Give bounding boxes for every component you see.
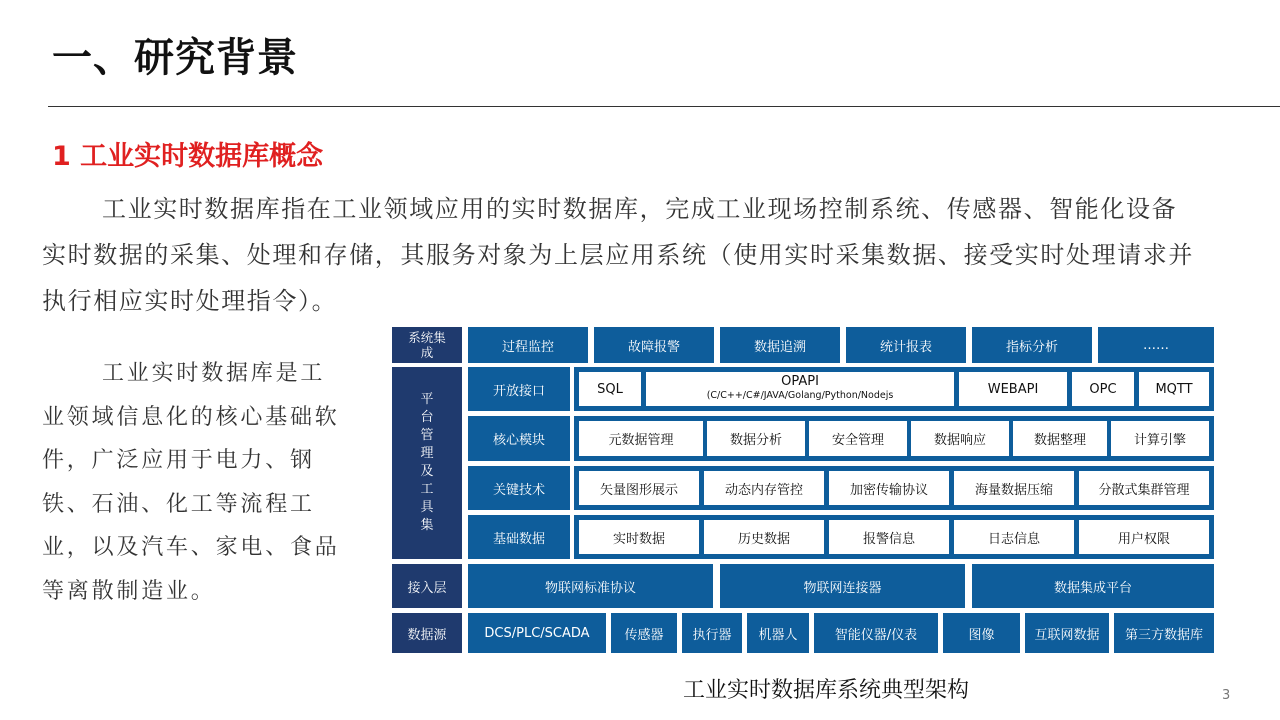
platform-management-label: 平台管理及工具集 — [392, 367, 462, 559]
paragraph-application: 工业实时数据库是工业领域信息化的核心基础软件，广泛应用于电力、钢铁、石油、化工等流程工业，以及汽车、家电、食品等离散制造业。 — [42, 361, 340, 604]
section-subtitle: 1 工业实时数据库概念 — [52, 141, 324, 172]
source-third-party-db: 第三方数据库 — [1114, 613, 1214, 653]
access-iot-connector: 物联网连接器 — [720, 564, 965, 608]
system-integration-label: 系统集成 — [392, 327, 462, 363]
app-statistics-report: 统计报表 — [846, 327, 966, 363]
module-data-analysis: 数据分析 — [707, 421, 805, 456]
opapi-title: OPAPI — [781, 374, 819, 389]
interface-opapi — [646, 372, 954, 406]
interface-mqtt: MQTT — [1139, 372, 1209, 406]
interface-webapi: WEBAPI — [959, 372, 1067, 406]
module-security-management: 安全管理 — [809, 421, 907, 456]
source-dcs-plc-scada: DCS/PLC/SCADA — [468, 613, 606, 653]
core-modules-label: 核心模块 — [468, 416, 570, 461]
tech-vector-graphics: 矢量图形展示 — [579, 471, 699, 505]
app-data-traceability: 数据追溯 — [720, 327, 840, 363]
data-alarm-info: 报警信息 — [829, 520, 949, 554]
app-more: …… — [1098, 327, 1214, 363]
architecture-diagram — [390, 325, 1216, 655]
tech-data-compression: 海量数据压缩 — [954, 471, 1074, 505]
key-technologies-label: 关键技术 — [468, 466, 570, 510]
tech-dynamic-memory: 动态内存管控 — [704, 471, 824, 505]
base-data-label: 基础数据 — [468, 515, 570, 559]
module-compute-engine: 计算引擎 — [1111, 421, 1209, 456]
app-process-monitoring: 过程监控 — [468, 327, 588, 363]
source-actuator: 执行器 — [682, 613, 742, 653]
diagram-caption: 工业实时数据库系统典型架构 — [683, 678, 970, 703]
data-user-permissions: 用户权限 — [1079, 520, 1209, 554]
module-metadata-management: 元数据管理 — [579, 421, 703, 456]
interface-sql: SQL — [579, 372, 641, 406]
tech-encrypted-transmission: 加密传输协议 — [829, 471, 949, 505]
data-realtime: 实时数据 — [579, 520, 699, 554]
module-data-organization: 数据整理 — [1013, 421, 1107, 456]
tech-cluster-management: 分散式集群管理 — [1079, 471, 1209, 505]
access-data-integration: 数据集成平台 — [972, 564, 1214, 608]
page-title: 一、研究背景 — [52, 35, 298, 81]
interface-opc: OPC — [1072, 372, 1134, 406]
page-number: 3 — [1222, 688, 1231, 703]
access-layer-label: 接入层 — [392, 564, 462, 608]
data-source-label: 数据源 — [392, 613, 462, 653]
app-indicator-analysis: 指标分析 — [972, 327, 1092, 363]
opapi-languages: (C/C++/C#/JAVA/Golang/Python/Nodejs — [706, 390, 894, 401]
data-log-info: 日志信息 — [954, 520, 1074, 554]
source-internet-data: 互联网数据 — [1025, 613, 1109, 653]
app-fault-alarm: 故障报警 — [594, 327, 714, 363]
source-smart-instrument: 智能仪器/仪表 — [814, 613, 938, 653]
data-historical: 历史数据 — [704, 520, 824, 554]
source-image: 图像 — [943, 613, 1020, 653]
open-interface-label: 开放接口 — [468, 367, 570, 411]
title-divider — [48, 106, 1280, 107]
access-iot-protocol: 物联网标准协议 — [468, 564, 713, 608]
module-data-response: 数据响应 — [911, 421, 1009, 456]
source-sensor: 传感器 — [611, 613, 677, 653]
paragraph-definition: 工业实时数据库指在工业领域应用的实时数据库，完成工业现场控制系统、传感器、智能化设备实时数据的采集、处理和存储，其服务对象为上层应用系统（使用实时采集数据、接受实时处理请求并执行相应实时处理指令）。 — [42, 195, 1194, 315]
source-robot: 机器人 — [747, 613, 809, 653]
